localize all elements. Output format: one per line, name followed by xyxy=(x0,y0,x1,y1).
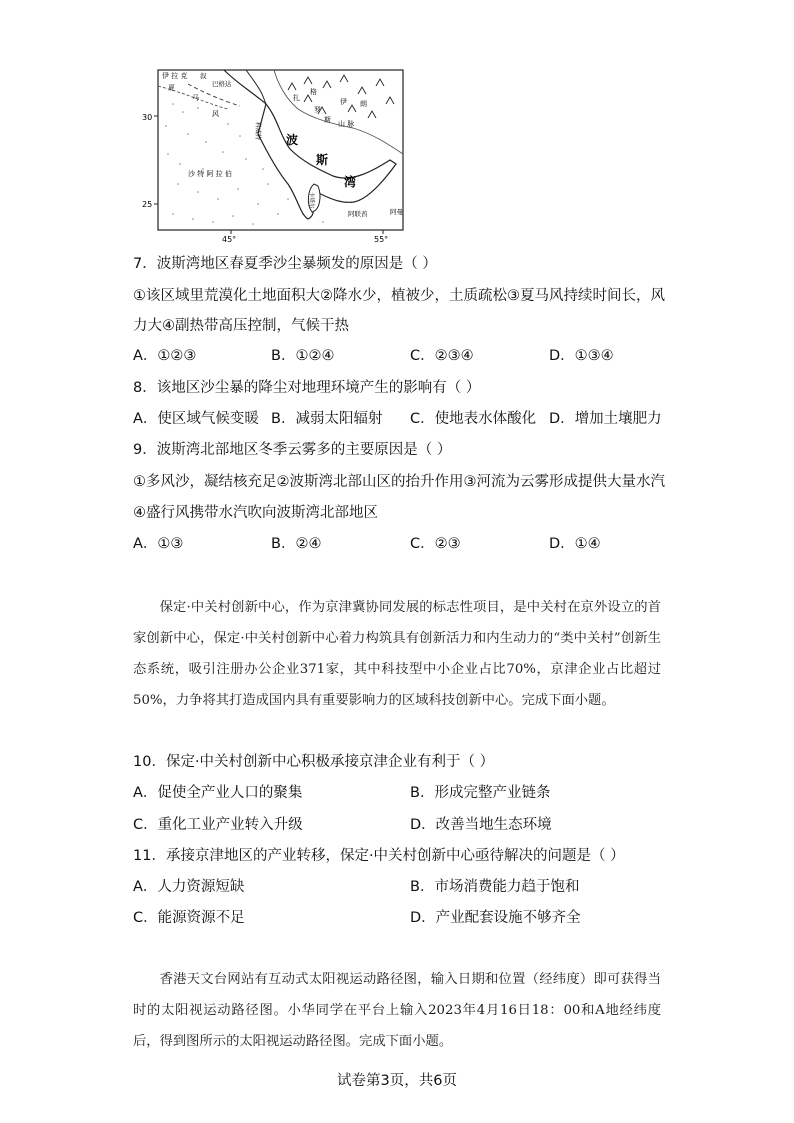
q11-stem: 11．承接京津地区的产业转移，保定·中关村创新中心亟待解决的问题是（ ） xyxy=(133,848,625,864)
q9-option-d: D．①④ xyxy=(549,536,601,552)
q9-statement-1: ①多风沙，凝结核充足②波斯湾北部山区的抬升作用③河流为云雾形成提供大量水汽 xyxy=(133,474,665,490)
q11-option-d: D．产业配套设施不够齐全 xyxy=(410,910,581,926)
persian-gulf-map xyxy=(128,64,413,249)
label-iraq: 伊 拉 克 xyxy=(162,72,188,80)
q10-option-c: C．重化工业产业转入升级 xyxy=(133,817,303,833)
label-baghdad: 巴格达 xyxy=(212,80,232,88)
q9-option-a: A．①③ xyxy=(133,536,184,552)
label-gulf-2: 斯 xyxy=(316,153,329,167)
q7-option-c: C．②③④ xyxy=(410,348,474,364)
q7-statement-2: 力大④副热带高压控制，气候干热 xyxy=(133,318,349,334)
q10-option-b: B．形成完整产业链条 xyxy=(410,785,551,801)
label-syria: 叙 xyxy=(200,72,207,80)
q7-option-a: A．①②③ xyxy=(133,348,197,364)
label-zagros-1: 扎 xyxy=(293,94,300,102)
label-qatar: 卡塔尔 xyxy=(308,192,314,209)
label-zagros-3: 罗 xyxy=(314,106,321,114)
label-shamal-2: 马 xyxy=(192,94,199,102)
q8-option-b: B．减弱太阳辐射 xyxy=(271,411,383,427)
q9-statement-2: ④盛行风携带水汽吹向波斯湾北部地区 xyxy=(133,505,378,521)
q7-stem: 7．波斯湾地区春夏季沙尘暴频发的原因是（ ） xyxy=(133,256,437,272)
q8-option-d: D．增加土壤肥力 xyxy=(549,411,662,427)
q7-option-d: D．①③④ xyxy=(549,348,614,364)
q7-option-b: B．①②④ xyxy=(271,348,335,364)
label-uae: 阿联酋 xyxy=(348,210,368,218)
q10-option-d: D．改善当地生态环境 xyxy=(410,817,552,833)
page-footer: 试卷第3页，共6页 xyxy=(337,1073,457,1089)
q7-statement-1: ①该区域里荒漠化土地面积大②降水少，植被少，土质疏松③夏马风持续时间长，风 xyxy=(133,288,665,304)
label-shamal-3: 风 xyxy=(212,110,219,118)
label-iran-2: 朗 xyxy=(360,100,367,108)
label-iran-1: 伊 xyxy=(340,98,347,106)
label-kuwait: 科威特 xyxy=(254,122,261,141)
q8-option-a: A．使区域气候变暖 xyxy=(133,411,259,427)
passage-sun-path: 香港天文台网站有互动式太阳视运动路径图，输入日期和位置（经纬度）即可获得当时的太阳视运动路径图。小华同学在平台上输入2023年4月16日18：00和A地经纬度后，得到图所示的太阳视运动路径图。完成下面小题。 xyxy=(133,972,661,1049)
q9-option-c: C．②③ xyxy=(410,536,461,552)
label-shamal-1: 夏 xyxy=(168,84,175,92)
label-saudi-arabia: 沙 特 阿 拉 伯 xyxy=(188,170,232,178)
q9-stem: 9．波斯湾北部地区冬季云雾多的主要原因是（ ） xyxy=(133,442,452,458)
label-zagros-2: 格 xyxy=(310,88,317,96)
label-gulf-3: 湾 xyxy=(344,175,357,189)
q11-option-b: B．市场消费能力趋于饱和 xyxy=(410,879,580,895)
longitude-55: 55° xyxy=(374,235,389,244)
label-mountains: 山 脉 xyxy=(338,120,355,128)
q8-option-c: C．使地表水体酸化 xyxy=(410,411,537,427)
q11-option-c: C．能源资源不足 xyxy=(133,910,245,926)
label-zagros-4: 斯 xyxy=(324,116,331,124)
passage-zhongguancun: 保定·中关村创新中心，作为京津冀协同发展的标志性项目，是中关村在京外设立的首家创新中心，保定·中关村创新中心着力构筑具有创新活力和内生动力的“类中关村”创新生态系统，吸引注册办公企业371家，其中科技型中小企业占比70%，京津企业占比超过50%，力争将其打造成国内具有重要影响力的区域科技创新中心。完成下面小题。 xyxy=(133,600,661,708)
q9-option-b: B．②④ xyxy=(271,536,322,552)
label-oman: 阿曼 xyxy=(390,208,403,216)
latitude-25: 25 xyxy=(142,200,153,209)
q10-option-a: A．促使全产业人口的聚集 xyxy=(133,785,303,801)
label-gulf-1: 波 xyxy=(286,133,299,147)
longitude-45: 45° xyxy=(222,235,237,244)
latitude-30: 30 xyxy=(142,113,153,122)
q8-stem: 8．该地区沙尘暴的降尘对地理环境产生的影响有（ ） xyxy=(133,380,481,396)
q11-option-a: A．人力资源短缺 xyxy=(133,879,245,895)
q10-stem: 10．保定·中关村创新中心积极承接京津企业有利于（ ） xyxy=(133,754,495,770)
